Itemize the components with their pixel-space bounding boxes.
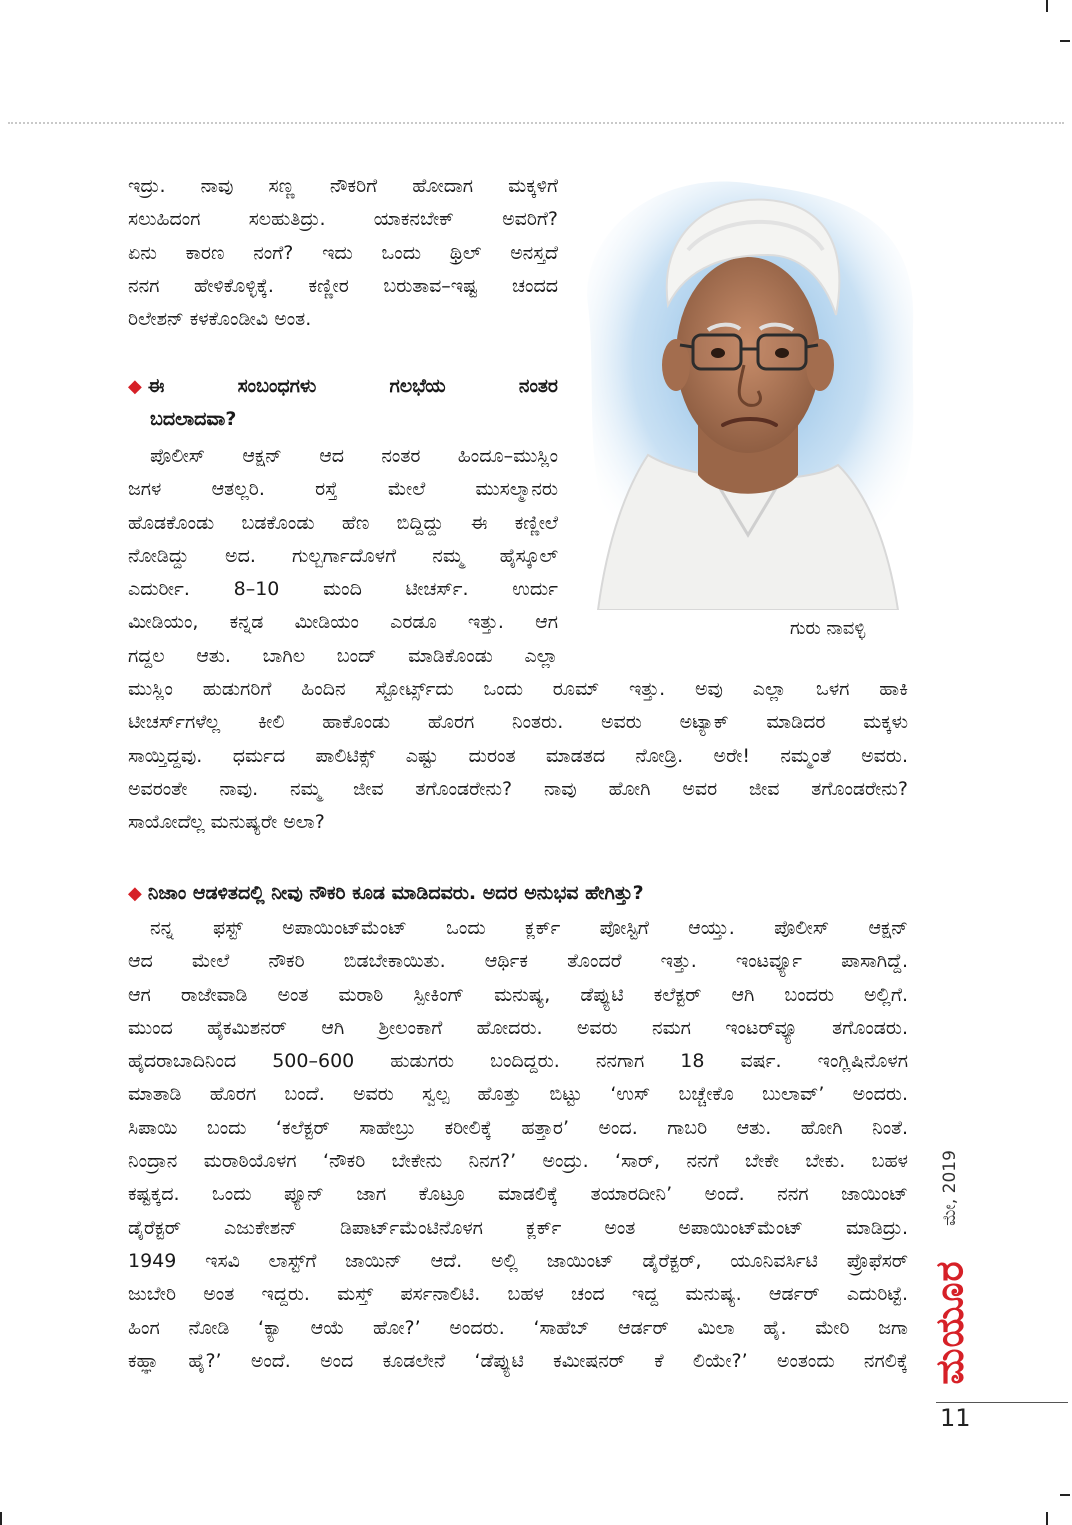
crop-mark	[1060, 1494, 1070, 1496]
text-line: ಪೊಲೀಸ್ ಆಕ್ಷನ್ ಆದ ನಂತರ ಹಿಂದೂ–ಮುಸ್ಲಿಂ	[150, 445, 558, 467]
answer-1-wide	[128, 673, 908, 839]
text-line: ಕಹ್ಞಾ ಹೈ?’ ಅಂದೆ. ಅಂದ ಕೂಡಲೇನೆ ‘ಡೆಪ್ಯುಟಿ ಕಮೀಷನರ್ ಕೆ ಲಿಯೇ?’ ಅಂತಂದು ನಗಲಿಕ್ಕೆ	[128, 1349, 908, 1372]
text-line: ಮುಸ್ಲಿಂ ಹುಡುಗರಿಗೆ ಹಿಂದಿನ ಸ್ಟೋರ್ಟ್ಸ್‌ದು ಒಂದು ರೂಮ್ ಇತ್ತು. ಅವು ಎಲ್ಲಾ ಒಳಗ ಹಾಕಿ	[128, 678, 908, 700]
text-line: ಮಾತಾಡಿ ಹೊರಗ ಬಂದೆ. ಅವರು ಸ್ವಲ್ಪ ಹೊತ್ತು ಬಿಟ್ಟು ‘ಉಸ್ ಬಚ್ಚೇಕೊ ಬುಲಾವ್’ ಅಂದರು.	[128, 1083, 908, 1106]
text-line: ಸಾಯ್ತಿದ್ದವು. ಧರ್ಮದ ಪಾಲಿಟಿಕ್ಸ್ ಎಷ್ಟು ದುರಂತ ಮಾಡತದ ನೋಡ್ರಿ. ಅರೇ! ನಮ್ಮಂತೆ ಅವರು.	[128, 744, 908, 767]
text-line: ಹೊಡಕೊಂಡು ಬಡಕೊಂಡು ಹೆಣ ಬಿದ್ದಿದ್ದು ಈ ಕಣ್ಣೀಲೆ	[128, 511, 558, 534]
text-line: ನಿಂದ್ರಾನ ಮರಾಠಿಯೊಳಗ ‘ನೌಕರಿ ಬೇಕೇನು ನಿನಗ?’ ಅಂದ್ರು. ‘ಸಾರ್, ನನಗೆ ಬೇಕೇ ಬೇಕು. ಬಹಳ	[128, 1150, 908, 1173]
text-line: ಏನು ಕಾರಣ ನಂಗೆ? ಇದು ಒಂದು ಥ್ರಿಲ್ ಅನಸ್ತದೆ	[128, 241, 558, 264]
text-line: ನನ್ನ ಫಸ್ಟ್ ಅಪಾಯಿಂಟ್‌ಮೆಂಟ್ ಒಂದು ಕ್ಲರ್ಕ್ ಪೋಸ್ಟಿಗೆ ಆಯ್ತು. ಪೊಲೀಸ್ ಆಕ್ಷನ್	[150, 917, 908, 939]
text-line: ಜಗಳ ಆತಲ್ಲರಿ. ರಸ್ತೆ ಮೇಲೆ ಮುಸಲ್ಮಾನರು	[128, 478, 558, 501]
text-line: ಆದ ಮೇಲೆ ನೌಕರಿ ಬಿಡಬೇಕಾಯಿತು. ಆರ್ಥಿಕ ತೊಂದರೆ ಇತ್ತು. ಇಂಟರ್ವ್ಯೂ ಪಾಸಾಗಿದ್ದೆ.	[128, 950, 908, 973]
text-line: ಸಿಪಾಯಿ ಬಂದು ‘ಕಲೆಕ್ಟರ್ ಸಾಹೇಬ್ರು ಕರೀಲಿಕ್ಕೆ ಹತ್ತಾರ’ ಅಂದ. ಗಾಬರಿ ಆತು. ಹೋಗಿ ನಿಂತೆ.	[128, 1116, 908, 1139]
crop-mark	[1046, 0, 1048, 12]
text-line: ಮುಂದ ಹೈಕಮಿಶನರ್ ಆಗಿ ಶ್ರೀಲಂಕಾಗೆ ಹೋದರು. ಅವರು ನಮಗ ಇಂಟರ್‌ವ್ಯೂ ತಗೊಂಡರು.	[128, 1016, 908, 1039]
question-1	[128, 370, 558, 437]
question-line	[128, 877, 908, 910]
crop-mark	[0, 1512, 2, 1525]
opening-paragraph	[128, 170, 558, 336]
header-dotted-rule	[8, 122, 1064, 124]
text-line: 1949 ಇಸವಿ ಲಾಸ್ಟ್‌ಗೆ ಜಾಯಿನ್ ಆದೆ. ಅಲ್ಲಿ ಜಾಯಿಂಟ್ ಡೈರೆಕ್ಟರ್, ಯೂನಿವರ್ಸಿಟಿ ಪ್ರೊಫೆಸರ್	[128, 1249, 908, 1272]
text-line: ಜುಬೇರಿ ಅಂತ ಇದ್ದರು. ಮಸ್ತ್ ಪರ್ಸನಾಲಿಟಿ. ಬಹಳ ಚಂದ ಇದ್ದ ಮನುಷ್ಯ. ಆರ್ಡರ್ ಎದುರಿಟ್ಟೆ.	[128, 1283, 908, 1306]
answer-2	[128, 912, 908, 1378]
question-2	[128, 877, 908, 910]
text-line: ಸಲುಹಿದಂಗ ಸಲಹುತಿದ್ರು. ಯಾಕನಬೇಕ್ ಅವರಿಗೆ?	[128, 208, 558, 231]
issue-date-text: ಮೇ, 2019	[940, 1150, 961, 1226]
text-line: ಅವರಂತೇ ನಾವು. ನಮ್ಮ ಜೀವ ತಗೊಂಡರೇನು? ನಾವು ಹೋಗಿ ಅವರ ಜೀವ ತಗೊಂಡರೇನು?	[128, 777, 908, 800]
crop-mark	[1046, 1512, 1048, 1525]
text-line: ಆಗ ರಾಜೇವಾಡಿ ಅಂತ ಮರಾಠಿ ಸ್ಪೀಕಿಂಗ್ ಮನುಷ್ಯ, ಡೆಪ್ಯುಟಿ ಕಲೆಕ್ಟರ್ ಆಗಿ ಬಂದರು ಅಲ್ಲಿಗೆ.	[128, 983, 908, 1006]
magazine-logo-text: ಮಯೂರ	[927, 1259, 972, 1385]
answer-1-column	[128, 440, 558, 673]
text-line: ಸಾಯೋದೆಲ್ಲ ಮನುಷ್ಯರೇ ಅಲಾ?	[128, 811, 325, 834]
magazine-logo	[926, 1252, 974, 1392]
text-line: ಡೈರೆಕ್ಟರ್ ಎಜುಕೇಶನ್ ಡಿಪಾರ್ಟ್‌ಮೆಂಟಿನೊಳಗ ಕ್ಲರ್ಕ್ ಅಂತ ಅಪಾಯಿಂಟ್‌ಮೆಂಟ್ ಮಾಡಿದ್ರು.	[128, 1216, 908, 1239]
text-line: ಎದುರ್ರೀ. 8–10 ಮಂದಿ ಟೀಚರ್ಸ್. ಉರ್ದು	[128, 578, 558, 601]
text-line: ಹಿಂಗ ನೋಡಿ ‘ಕ್ಯಾ ಆಯೆ ಹೋ?’ ಅಂದರು. ‘ಸಾಹೆಬ್ ಆರ್ಡರ್ ಮಿಲಾ ಹೈ. ಮೇರಿ ಜಗಾ	[128, 1316, 908, 1339]
text-line: ರಿಲೇಶನ್ ಕಳಕೊಂಡೀವಿ ಅಂತ.	[128, 308, 312, 331]
text-line: ಮೀಡಿಯಂ, ಕನ್ನಡ ಮೀಡಿಯಂ ಎರಡೂ ಇತ್ತು. ಆಗ	[128, 611, 558, 634]
question-text: ನಿಜಾಂ ಆಡಳಿತದಲ್ಲಿ ನೀವು ನೌಕರಿ ಕೂಡ ಮಾಡಿದವರು. ಅದರ ಅನುಭವ ಹೇಗಿತ್ತು?	[147, 882, 644, 904]
text-line: ಕಷ್ಟಕ್ಕದ. ಒಂದು ಪ್ಯೂನ್ ಜಾಗ ಕೊಟ್ರೂ ಮಾಡಲಿಕ್ಕೆ ತಯಾರದೀನಿ’ ಅಂದೆ. ನನಗ ಜಾಯಿಂಟ್	[128, 1183, 908, 1206]
text-line: ಹೈದರಾಬಾದಿನಿಂದ 500–600 ಹುಡುಗರು ಬಂದಿದ್ದರು. ನನಗಾಗ 18 ವರ್ಷ. ಇಂಗ್ಲಿಷಿನೊಳಗ	[128, 1050, 908, 1073]
photo-caption: ಗುರು ನಾವಳ್ಳಿ	[790, 618, 866, 639]
portrait-illustration	[568, 155, 928, 610]
page-number: 11	[940, 1404, 971, 1432]
issue-date	[932, 1128, 968, 1248]
diamond-bullet-icon: ◆	[128, 883, 142, 904]
text-line: ಇದ್ರು. ನಾವು ಸಣ್ಣ ನೌಕರಿಗೆ ಹೋದಾಗ ಮಕ್ಕಳಿಗೆ	[128, 175, 558, 197]
question-text: ಈ ಸಂಬಂಧಗಳು ಗಲಭೆಯ ನಂತರ	[147, 375, 558, 397]
text-line: ಟೀಚರ್ಸ್‌ಗಳೆಲ್ಲ ಕೀಲಿ ಹಾಕೊಂಡು ಹೊರಗ ನಿಂತರು. ಅವರು ಅಟ್ಯಾಕ್ ಮಾಡಿದರ ಮಕ್ಕಳು	[128, 711, 908, 734]
text-line: ನೋಡಿದ್ದು ಅದ. ಗುಲ್ಬರ್ಗಾದೊಳಗೆ ನಮ್ಮ ಹೈಸ್ಕೂಲ್	[128, 544, 558, 567]
text-line: ಗದ್ದಲ ಆತು. ಬಾಗಿಲ ಬಂದ್ ಮಾಡಿಕೊಂಡು ಎಲ್ಲಾ	[128, 644, 558, 667]
text-line: ನನಗ ಹೇಳಿಕೊಳ್ಳಿಕ್ಕೆ. ಕಣ್ಣೀರ ಬರುತಾವ–ಇಷ್ಟ ಚಂದದ	[128, 274, 558, 297]
footer-rule	[936, 1402, 1068, 1403]
diamond-bullet-icon: ◆	[128, 376, 142, 397]
crop-mark	[1060, 40, 1070, 42]
question-line	[128, 370, 558, 403]
question-line: ಬದಲಾದವಾ?	[150, 408, 237, 431]
